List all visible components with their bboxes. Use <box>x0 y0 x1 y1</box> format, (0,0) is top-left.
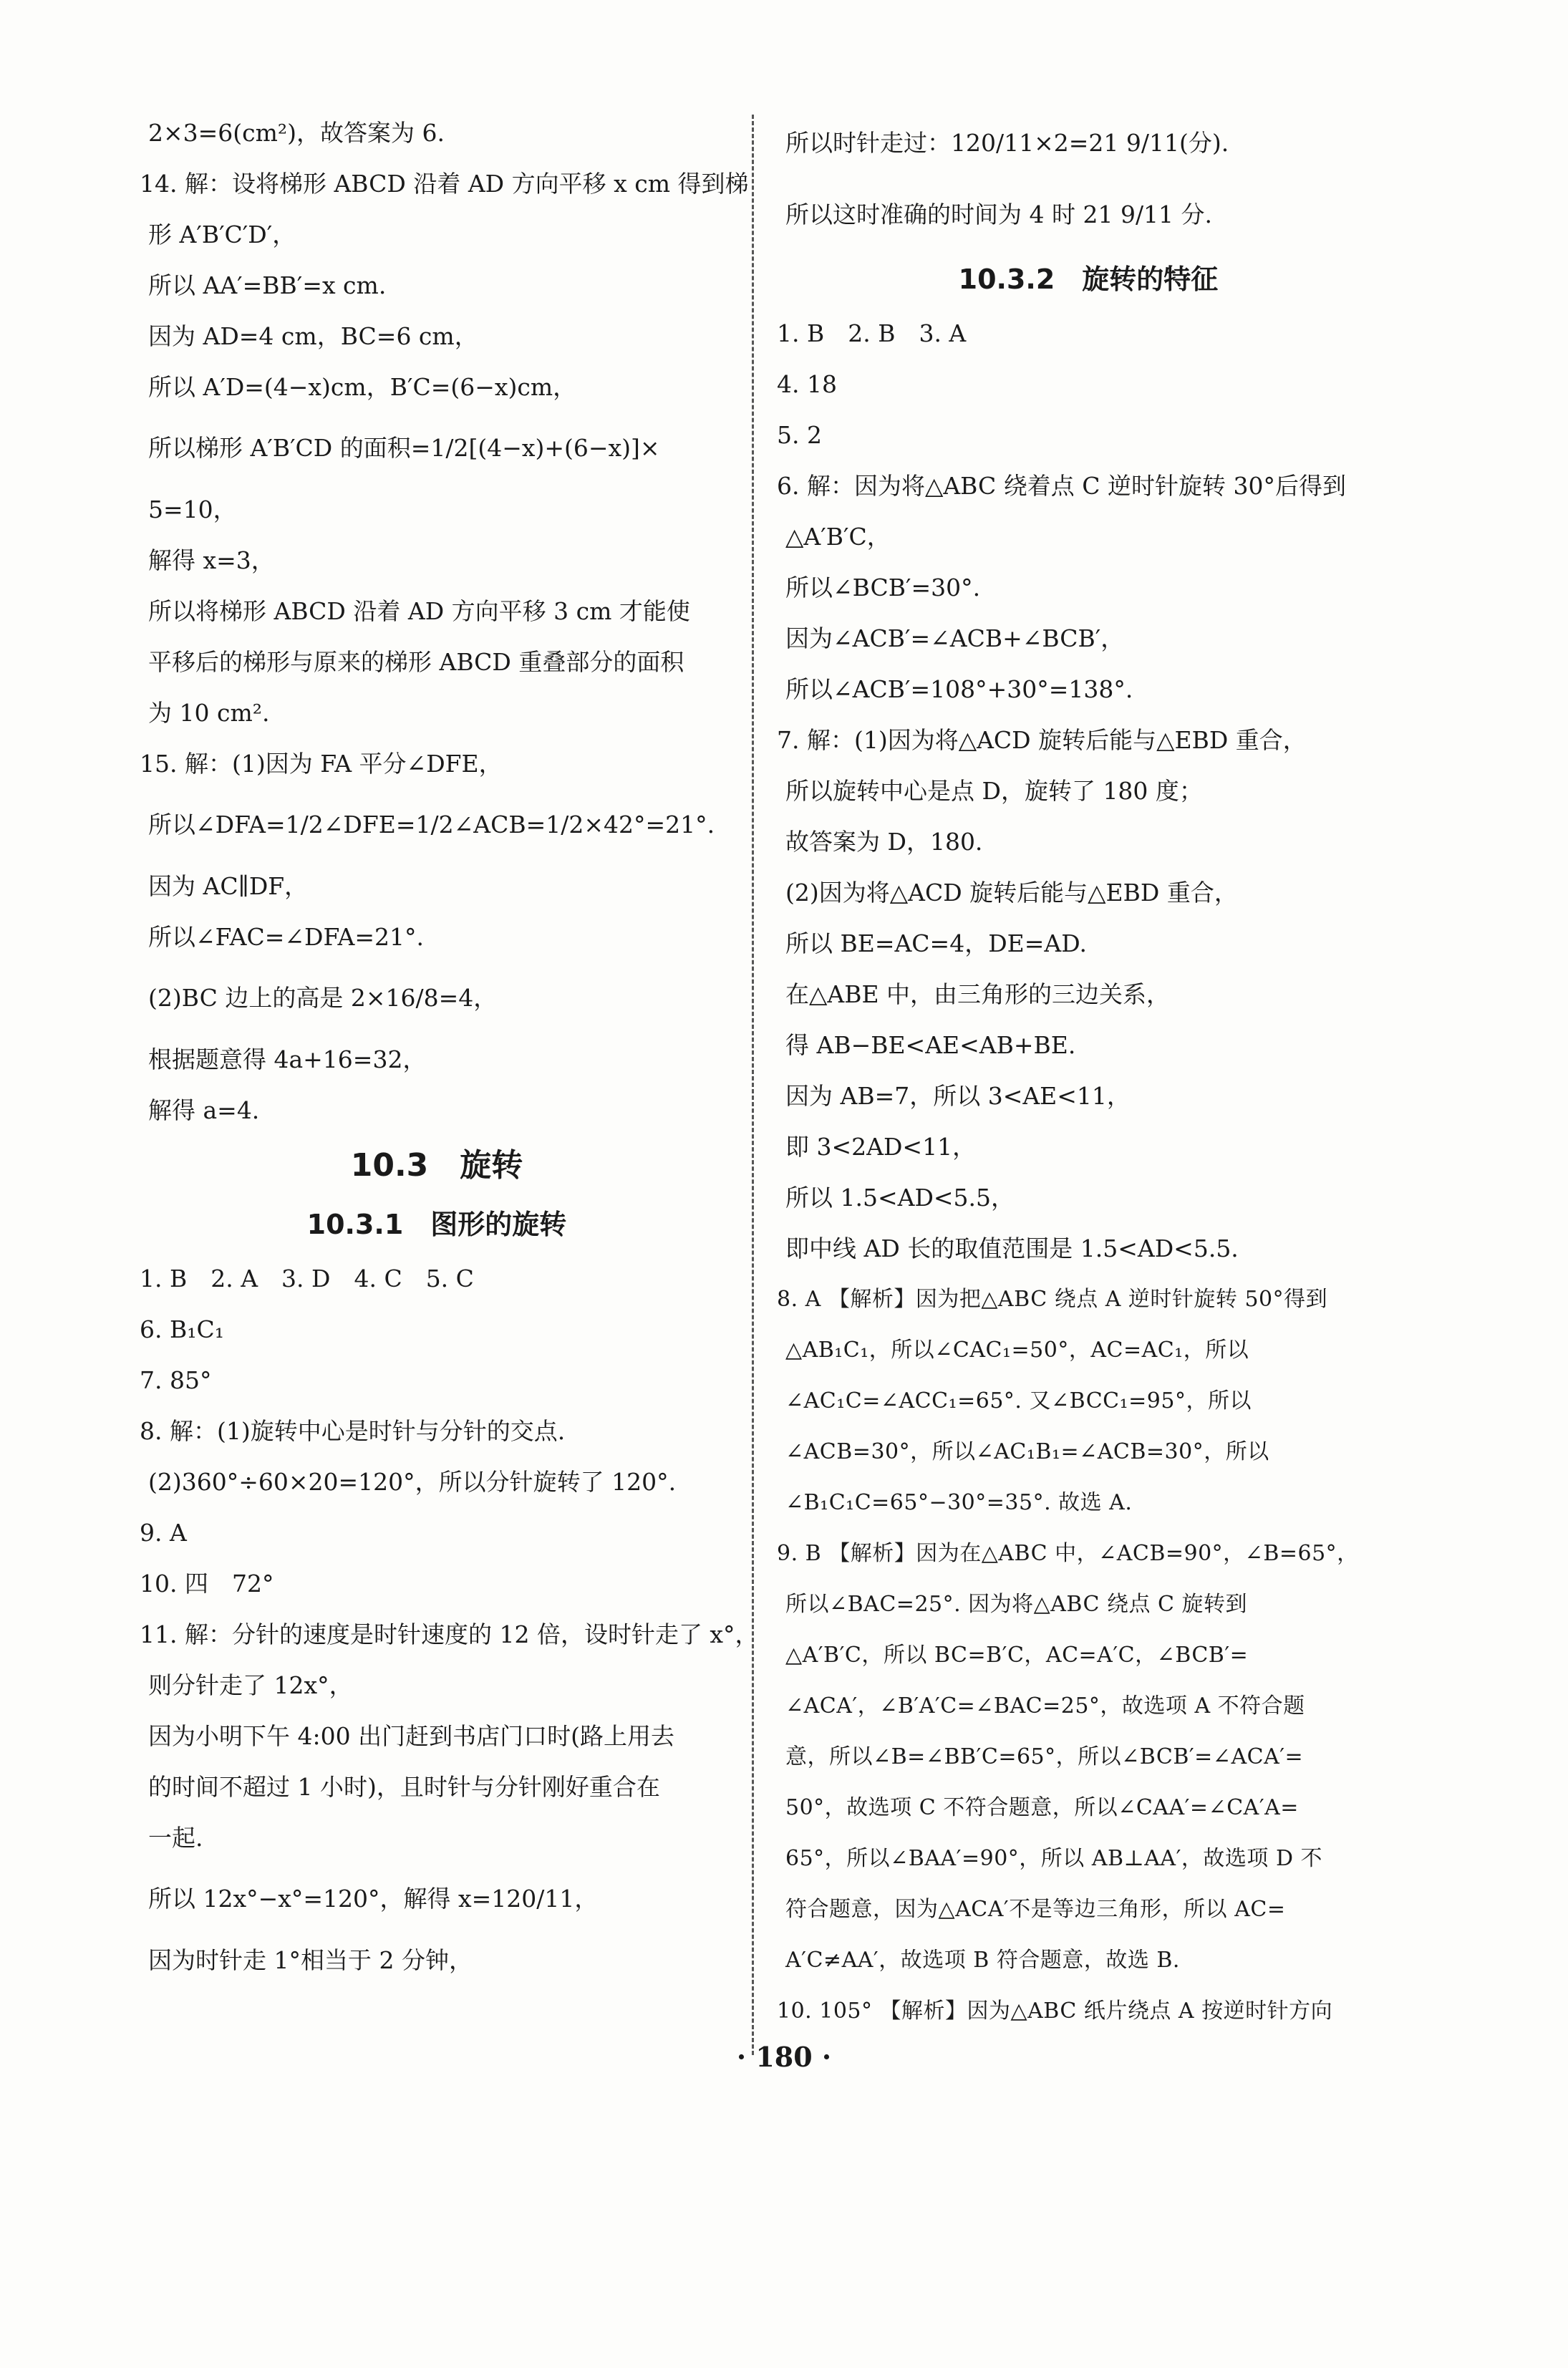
left-text-line: 11. 解：分针的速度是时针速度的 12 倍，设时针走了 x°， <box>140 1620 759 1648</box>
right-text-line: 因为 AB=7，所以 3<AE<11， <box>785 1082 1131 1110</box>
left-text-line: 因为时针走 1°相当于 2 分钟， <box>148 1946 473 1974</box>
right-text-line: △A′B′C， <box>785 523 891 551</box>
left-text-line: 则分针走了 12x°， <box>148 1671 353 1699</box>
right-text-line: △AB₁C₁，所以∠CAC₁=50°，AC=AC₁，所以 <box>785 1338 1249 1363</box>
right-text-line: ∠ACB=30°，所以∠AC₁B₁=∠ACB=30°，所以 <box>785 1439 1269 1464</box>
right-column <box>777 107 1400 2036</box>
left-text-line: 2×3=6(cm²)，故答案为 6. <box>148 119 445 147</box>
left-text-line: 15. 解：(1)因为 FA 平分∠DFE， <box>140 750 503 778</box>
left-text-line: 10.3.1 图形的旋转 <box>306 1209 567 1240</box>
left-text-line: 1. B 2. A 3. D 4. C 5. C <box>140 1265 474 1292</box>
left-text-line: 的时间不超过 1 小时)，且时针与分针刚好重合在 <box>148 1773 660 1801</box>
left-text-line: 6. B₁C₁ <box>140 1315 224 1343</box>
left-text-line: 10. 四 72° <box>140 1570 274 1598</box>
right-text-line: A′C≠AA′，故选项 B 符合题意，故选 B. <box>785 1948 1180 1973</box>
right-text-line: 1. B 2. B 3. A <box>777 319 967 347</box>
right-text-line: 10. 105° 【解析】因为△ABC 纸片绕点 A 按逆时针方向 <box>777 1999 1333 2024</box>
left-text-line: 所以将梯形 ABCD 沿着 AD 方向平移 3 cm 才能使 <box>148 597 690 625</box>
left-text-line: 所以 12x°−x°=120°，解得 x=120/11， <box>148 1885 599 1913</box>
left-text-line: 因为小明下午 4:00 出门赶到书店门口时(路上用去 <box>148 1722 674 1750</box>
page-number: · 180 · <box>736 2041 832 2073</box>
right-text-line: 8. A 【解析】因为把△ABC 绕点 A 逆时针旋转 50°得到 <box>777 1287 1328 1312</box>
left-text-line: 解得 a=4. <box>148 1096 260 1124</box>
right-text-line: ∠ACA′，∠B′A′C=∠BAC=25°，故选项 A 不符合题 <box>785 1693 1305 1719</box>
left-text-line: (2)360°÷60×20=120°，所以分针旋转了 120°. <box>148 1468 677 1496</box>
left-text-line: 7. 85° <box>140 1366 212 1394</box>
right-text-line: 50°，故选项 C 不符合题意，所以∠CAA′=∠CA′A= <box>785 1795 1299 1820</box>
column-divider <box>752 115 754 2055</box>
left-text-line: 一起. <box>148 1824 203 1852</box>
left-text-line: 为 10 cm². <box>148 699 270 727</box>
left-text-line: 10.3 旋转 <box>350 1147 523 1184</box>
right-text-line: ∠B₁C₁C=65°−30°=35°. 故选 A. <box>785 1490 1133 1515</box>
left-text-line: 所以 A′D=(4−x)cm，B′C=(6−x)cm， <box>148 373 577 401</box>
right-text-line: 10.3.2 旋转的特征 <box>958 264 1219 295</box>
right-text-line: 在△ABE 中，由三角形的三边关系， <box>785 980 1171 1008</box>
right-text-line: (2)因为将△ACD 旋转后能与△EBD 重合， <box>785 879 1238 907</box>
right-text-line: 所以 1.5<AD<5.5， <box>785 1184 1015 1212</box>
right-text-line: 故答案为 D，180. <box>785 828 983 856</box>
left-text-line: 所以∠FAC=∠DFA=21°. <box>148 923 425 951</box>
right-text-line: 所以时针走过：120/11×2=21 9/11(分). <box>785 129 1229 157</box>
left-text-line: 平移后的梯形与原来的梯形 ABCD 重叠部分的面积 <box>148 648 684 676</box>
right-text-line: 所以这时准确的时间为 4 时 21 9/11 分. <box>785 200 1213 228</box>
right-text-line: 所以 BE=AC=4，DE=AD. <box>785 929 1088 957</box>
left-text-line: 8. 解：(1)旋转中心是时针与分针的交点. <box>140 1417 566 1445</box>
right-text-line: 6. 解：因为将△ABC 绕着点 C 逆时针旋转 30°后得到 <box>777 472 1346 500</box>
right-text-line: △A′B′C，所以 BC=B′C，AC=A′C，∠BCB′= <box>785 1643 1249 1668</box>
left-text-line: 14. 解：设将梯形 ABCD 沿着 AD 方向平移 x cm 得到梯 <box>140 170 749 198</box>
right-text-line: 65°，所以∠BAA′=90°，所以 AB⊥AA′，故选项 D 不 <box>785 1846 1323 1871</box>
right-text-line: 符合题意，因为△ACA′不是等边三角形，所以 AC= <box>785 1897 1286 1922</box>
right-text-line: 意，所以∠B=∠BB′C=65°，所以∠BCB′=∠ACA′= <box>785 1744 1304 1769</box>
right-text-line: 得 AB−BE<AE<AB+BE. <box>785 1031 1076 1059</box>
right-text-line: 所以∠ACB′=108°+30°=138°. <box>785 675 1133 703</box>
right-text-line: 4. 18 <box>777 370 837 398</box>
right-text-line: 因为∠ACB′=∠ACB+∠BCB′， <box>785 624 1125 652</box>
right-text-line: 9. B 【解析】因为在△ABC 中，∠ACB=90°，∠B=65°， <box>777 1541 1359 1566</box>
left-text-line: 解得 x=3， <box>148 546 275 574</box>
left-text-line: 5=10， <box>148 496 237 523</box>
left-text-line: 因为 AD=4 cm，BC=6 cm， <box>148 322 478 350</box>
right-text-line: 所以旋转中心是点 D，旋转了 180 度； <box>785 777 1203 805</box>
left-text-line: 根据题意得 4a+16=32， <box>148 1045 427 1073</box>
left-text-line: 形 A′B′C′D′， <box>148 221 296 248</box>
left-text-line: 9. A <box>140 1519 187 1547</box>
left-column <box>140 107 759 1986</box>
left-text-line: 所以 AA′=BB′=x cm. <box>148 271 387 299</box>
left-text-line: 所以梯形 A′B′CD 的面积=1/2[(4−x)+(6−x)]× <box>148 434 660 462</box>
right-text-line: 5. 2 <box>777 421 822 449</box>
left-text-line: 所以∠DFA=1/2∠DFE=1/2∠ACB=1/2×42°=21°. <box>148 811 715 839</box>
left-text-line: (2)BC 边上的高是 2×16/8=4， <box>148 984 498 1012</box>
left-text-line: 因为 AC∥DF， <box>148 872 309 900</box>
right-text-line: 即 3<2AD<11， <box>785 1133 977 1161</box>
right-text-line: 7. 解：(1)因为将△ACD 旋转后能与△EBD 重合， <box>777 726 1307 754</box>
right-text-line: ∠AC₁C=∠ACC₁=65°. 又∠BCC₁=95°，所以 <box>785 1388 1252 1413</box>
right-text-line: 所以∠BCB′=30°. <box>785 574 981 601</box>
right-text-line: 所以∠BAC=25°. 因为将△ABC 绕点 C 旋转到 <box>785 1592 1248 1617</box>
right-text-line: 即中线 AD 长的取值范围是 1.5<AD<5.5. <box>785 1234 1239 1262</box>
